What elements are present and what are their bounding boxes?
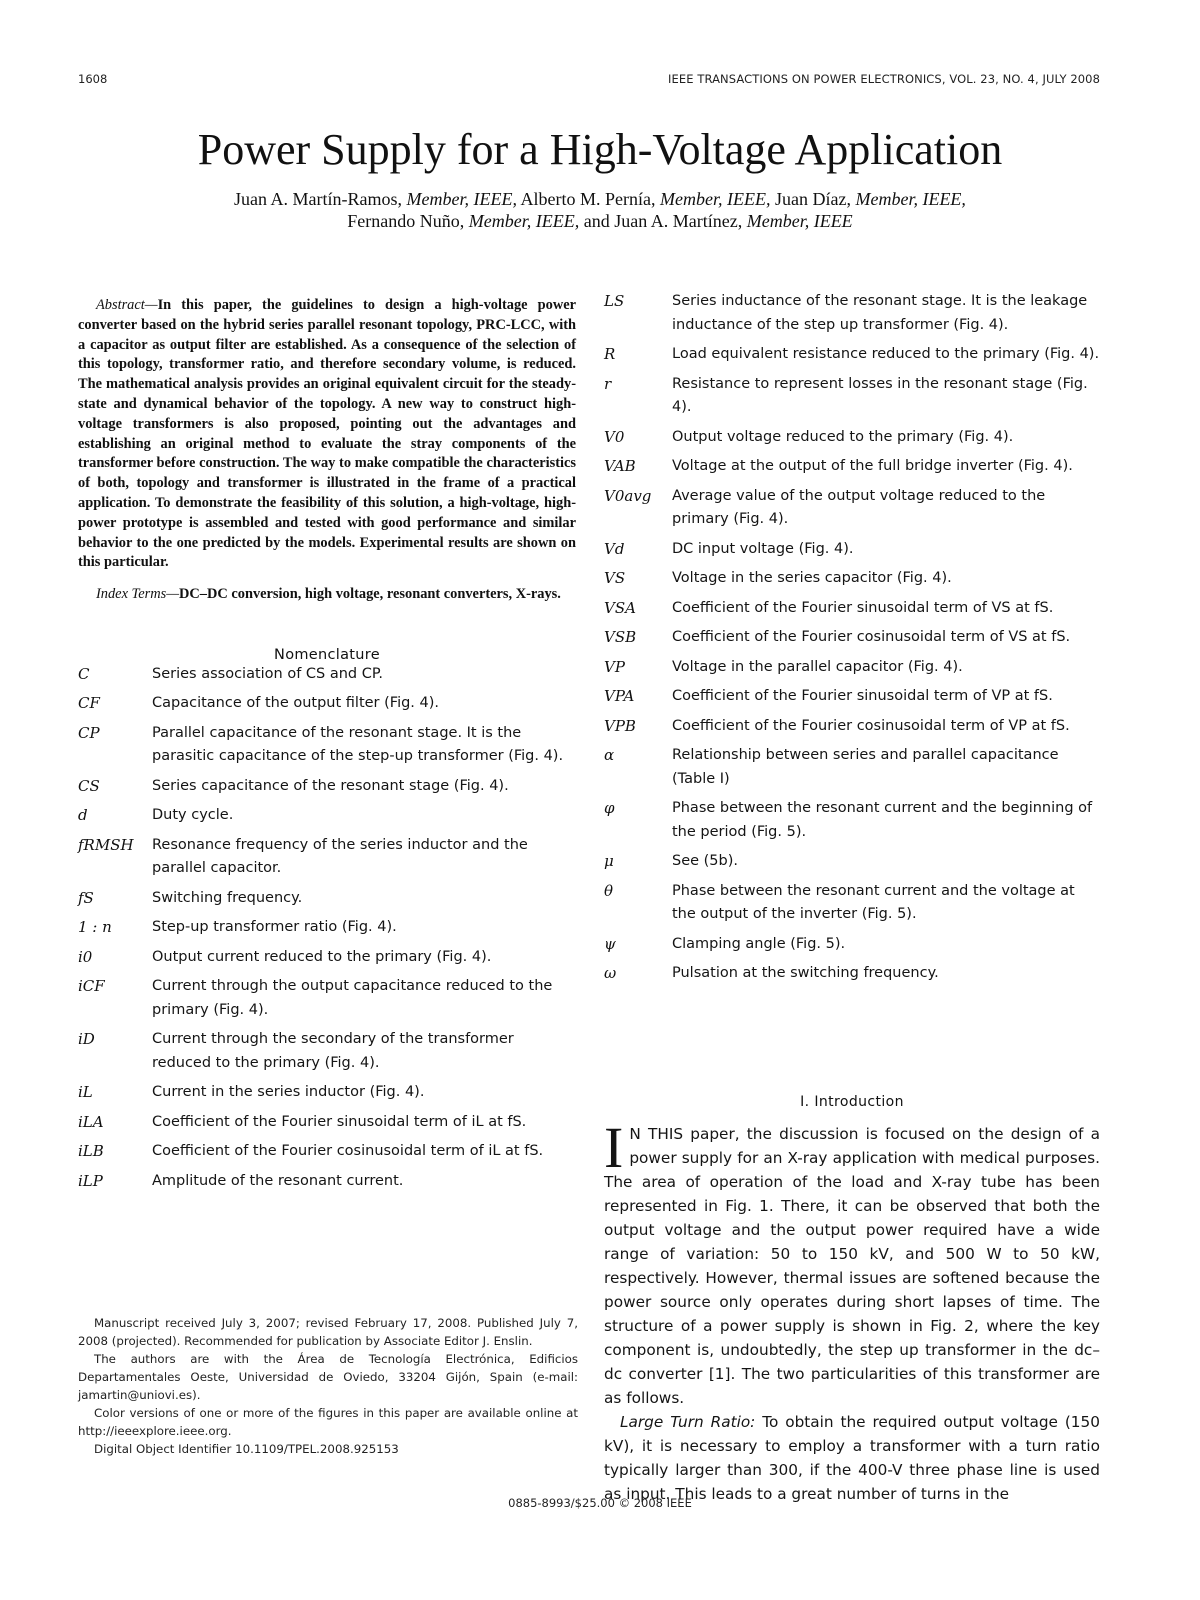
nomenclature-symbol: iLB	[78, 1142, 104, 1161]
author-line-1	[0, 188, 1200, 210]
nomenclature-description: Coefficient of the Fourier cosinusoidal term of VS at fS.	[672, 629, 1071, 645]
intro-paragraph-2-lead: Large Turn Ratio:	[620, 1413, 756, 1431]
author-membership: Member, IEEE	[746, 211, 853, 231]
nomenclature-symbol: R	[604, 345, 616, 363]
nomenclature-item	[78, 946, 576, 970]
author-membership: Member, IEEE,	[468, 211, 580, 231]
nomenclature-item	[604, 626, 1100, 650]
paper-title: Power Supply for a High-Voltage Application	[197, 125, 1003, 174]
nomenclature-symbol: d	[78, 806, 88, 825]
nomenclature-title: Nomenclature	[274, 646, 380, 663]
nomenclature-description: Clamping angle (Fig. 5).	[672, 935, 846, 952]
nomenclature-item	[78, 663, 576, 687]
nomenclature-symbol: CS	[78, 776, 100, 795]
page-number: 1608	[78, 72, 108, 86]
nomenclature-description: DC input voltage (Fig. 4).	[672, 540, 854, 557]
journal-header: IEEE TRANSACTIONS ON POWER ELECTRONICS, VOL. 23, NO. 4, JULY 2008	[668, 72, 1100, 86]
nomenclature-item	[604, 538, 1100, 562]
nomenclature-symbol: VAB	[604, 457, 636, 475]
intro-paragraph-1	[604, 1115, 1100, 1410]
nomenclature-symbol: ψ	[604, 934, 616, 953]
nomenclature-item	[604, 485, 1100, 532]
nomenclature-description: Coefficient of the Fourier sinusoidal term of iL at fS.	[152, 1113, 527, 1130]
right-column	[604, 290, 1100, 992]
nomenclature-description: Switching frequency.	[152, 889, 303, 906]
nomenclature-item	[604, 597, 1100, 621]
nomenclature-description: Load equivalent resistance reduced to the primary (Fig. 4).	[672, 346, 1100, 362]
nomenclature-description: Output voltage reduced to the primary (Fig. 4).	[672, 428, 1014, 445]
nomenclature-symbol: 1 : n	[78, 918, 112, 937]
nomenclature-description: Coefficient of the Fourier cosinusoidal term of iL at fS.	[152, 1143, 544, 1160]
nomenclature-description: Step-up transformer ratio (Fig. 4).	[152, 919, 397, 936]
nomenclature-item	[78, 722, 576, 769]
nomenclature-description: Phase between the resonant current and the beginning of the period (Fig. 5).	[672, 800, 1093, 840]
nomenclature-description: Coefficient of the Fourier cosinusoidal term of VP at fS.	[672, 717, 1070, 734]
nomenclature-description: Voltage in the series capacitor (Fig. 4).	[672, 570, 952, 586]
author-name: Juan A. Martín-Ramos,	[234, 189, 403, 209]
nomenclature-item	[604, 426, 1100, 450]
nomenclature-description: Coefficient of the Fourier sinusoidal term of VP at fS.	[672, 688, 1053, 704]
nomenclature-symbol: i0	[78, 947, 93, 966]
nomenclature-description: Series inductance of the resonant stage. It is the leakage inductance of the step up transformer (Fig. 4).	[672, 293, 1088, 333]
intro-paragraph-1-text: N THIS paper, the discussion is focused on the design of a power supply for an X-ray application with medical purposes. The area of operation of the load and X-ray tube has been represented in Fig. 1. There, it can be observed that both the output voltage and the output power required have a wide range of variation: 50 to 150 kV, and 500 W to 50 kW, respectively. However, thermal issues are softened because the power source only operates during short lapses of time. The structure of a power supply is shown in Fig. 2, where the key component is, undoubtedly, the step up transformer in the dc–dc converter [1]. The two particularities of this transformer are as follows.	[604, 1125, 1100, 1407]
author-name: and Juan A. Martínez,	[583, 211, 743, 231]
author-list	[0, 188, 1200, 232]
intro-paragraph-2-text: To obtain the required output voltage (150 kV), it is necessary to employ a transformer with a turn ratio typically larger than 300, if the 400-V three phase line is used as input. This leads to a great number of turns in the	[604, 1413, 1100, 1503]
nomenclature-symbol: iLP	[78, 1171, 103, 1190]
nomenclature-symbol: fRMSH	[78, 835, 134, 854]
nomenclature-symbol: iLA	[78, 1112, 104, 1131]
nomenclature-symbol: Vd	[604, 539, 625, 558]
dropcap: I	[604, 1115, 624, 1180]
nomenclature-description: Resonance frequency of the series inductor and the parallel capacitor.	[152, 836, 528, 877]
index-terms-text: DC–DC conversion, high voltage, resonant converters, X-rays.	[179, 586, 561, 603]
nomenclature-description: Output current reduced to the primary (Fig. 4).	[152, 948, 492, 965]
nomenclature-symbol: V0avg	[604, 486, 652, 505]
nomenclature-symbol: θ	[604, 881, 614, 900]
nomenclature-item	[78, 1028, 576, 1075]
left-column	[78, 296, 576, 1199]
nomenclature-symbol: iD	[78, 1030, 95, 1049]
nomenclature-item	[78, 916, 576, 940]
nomenclature-symbol: CF	[78, 694, 100, 713]
nomenclature-symbol: VPB	[604, 716, 636, 735]
nomenclature-item	[78, 1111, 576, 1135]
author-membership: Member, IEEE,	[855, 189, 966, 209]
nomenclature-item	[604, 715, 1100, 739]
nomenclature-right-list	[604, 290, 1100, 986]
nomenclature-item	[604, 933, 1100, 957]
author-line-2	[0, 210, 1200, 232]
footnote-doi: Digital Object Identifier 10.1109/TPEL.2008.925153	[94, 1442, 399, 1456]
nomenclature-symbol: VSB	[604, 628, 637, 646]
nomenclature-symbol: ω	[604, 964, 617, 982]
nomenclature-description: Current through the secondary of the transformer reduced to the primary (Fig. 4).	[152, 1031, 514, 1071]
nomenclature-symbol: V0	[604, 427, 625, 446]
nomenclature-item	[78, 1140, 576, 1164]
nomenclature-symbol: μ	[604, 852, 614, 870]
nomenclature-symbol: iL	[78, 1083, 93, 1102]
nomenclature-symbol: α	[604, 746, 615, 764]
nomenclature-item	[78, 834, 576, 881]
introduction-heading: I. Introduction	[800, 1094, 904, 1110]
index-terms-lead: Index Terms—	[96, 586, 180, 603]
intro-paragraph-2	[604, 1410, 1100, 1506]
nomenclature-description: Duty cycle.	[152, 807, 234, 824]
nomenclature-item	[78, 804, 576, 828]
nomenclature-description: Current in the series inductor (Fig. 4).	[152, 1084, 425, 1101]
nomenclature-symbol: VS	[604, 569, 626, 587]
author-name: Alberto M. Pernía,	[520, 189, 656, 209]
introduction-body	[604, 1115, 1100, 1506]
nomenclature-item	[78, 692, 576, 716]
nomenclature-symbol: fS	[78, 888, 94, 907]
footnote-manuscript: Manuscript received July 3, 2007; revised February 17, 2008. Published July 7, 2008 (projected). Recommended for publication by Associate Editor J. Enslin.	[78, 1316, 578, 1348]
nomenclature-item	[78, 887, 576, 911]
index-terms	[78, 585, 576, 605]
abstract-text: In this paper, the guidelines to design a high-voltage power converter based on the hybrid series parallel resonant topology, PRC-LCC, with a capacitor as output filter are established. As a consequence of the selection of this topology, transformer ratio, and therefore secondary volume, is reduced. The mathematical analysis provides an original equivalent circuit for the steady-state and dynamical behavior of the topology. A new way to construct high-voltage transformers is also proposed, pointing out the advantages and establishing an original method to evaluate the stray components of the transformer before construction. The way to make compatible the characteristics of both, topology and transformer is illustrated in the frame of a practical application. To demonstrate the feasibility of this solution, a high-voltage, high-power prototype is assembled and tested with good performance and similar behavior to the one predicted by the models. Experimental results are shown on this particular.	[78, 297, 576, 571]
nomenclature-item	[604, 880, 1100, 927]
nomenclature-item	[78, 975, 576, 1022]
nomenclature-symbol: CP	[78, 723, 100, 742]
author-membership: Member, IEEE,	[406, 189, 518, 209]
footnotes	[78, 1314, 578, 1458]
nomenclature-item	[604, 343, 1100, 367]
nomenclature-item	[604, 656, 1100, 680]
nomenclature-description: Voltage in the parallel capacitor (Fig. 4).	[672, 658, 963, 675]
nomenclature-item	[78, 1170, 576, 1194]
author-membership: Member, IEEE,	[660, 189, 771, 209]
nomenclature-description: Phase between the resonant current and the voltage at the output of the inverter (Fig. 5).	[672, 882, 1075, 922]
nomenclature-item	[78, 1081, 576, 1105]
nomenclature-description: Relationship between series and parallel capacitance (Table I)	[672, 747, 1059, 787]
nomenclature-symbol: LS	[604, 292, 625, 310]
copyright-footer: 0885-8993/$25.00 © 2008 IEEE	[508, 1496, 692, 1510]
nomenclature-description: Capacitance of the output filter (Fig. 4).	[152, 695, 440, 712]
nomenclature-symbol: C	[78, 664, 90, 683]
footnote-affiliation: The authors are with the Área de Tecnología Electrónica, Edificios Departamentales Oeste, Universidad de Oviedo, 33204 Gijón, Spain (e-mail: jamartin@uniovi.es).	[78, 1352, 578, 1402]
nomenclature-item	[604, 455, 1100, 479]
nomenclature-item	[604, 685, 1100, 709]
nomenclature-left-list	[78, 663, 576, 1194]
nomenclature-symbol: r	[604, 374, 612, 393]
nomenclature-description: Coefficient of the Fourier sinusoidal term of VS at fS.	[672, 599, 1054, 616]
nomenclature-description: See (5b).	[672, 853, 739, 869]
nomenclature-item	[604, 567, 1100, 591]
nomenclature-item	[604, 373, 1100, 420]
abstract-lead: Abstract—	[96, 297, 158, 313]
nomenclature-item	[604, 850, 1100, 874]
nomenclature-item	[604, 797, 1100, 844]
nomenclature-description: Voltage at the output of the full bridge inverter (Fig. 4).	[672, 458, 1073, 474]
nomenclature-item	[78, 775, 576, 799]
nomenclature-description: Series capacitance of the resonant stage (Fig. 4).	[152, 777, 509, 794]
nomenclature-description: Series association of CS and CP.	[152, 665, 383, 682]
nomenclature-symbol: iCF	[78, 977, 105, 996]
abstract	[78, 296, 576, 573]
nomenclature-item	[604, 290, 1100, 337]
nomenclature-item	[604, 744, 1100, 791]
nomenclature-description: Pulsation at the switching frequency.	[672, 965, 939, 981]
nomenclature-symbol: VP	[604, 657, 625, 676]
nomenclature-symbol: VPA	[604, 687, 635, 705]
author-name: Fernando Nuño,	[347, 211, 465, 231]
footnote-color: Color versions of one or more of the figures in this paper are available online at http://ieeexplore.ieee.org.	[78, 1406, 578, 1438]
nomenclature-description: Parallel capacitance of the resonant stage. It is the parasitic capacitance of the step-up transformer (Fig. 4).	[152, 724, 564, 765]
nomenclature-description: Average value of the output voltage reduced to the primary (Fig. 4).	[672, 487, 1046, 527]
nomenclature-symbol: φ	[604, 799, 615, 817]
nomenclature-description: Current through the output capacitance reduced to the primary (Fig. 4).	[152, 978, 553, 1018]
nomenclature-description: Resistance to represent losses in the resonant stage (Fig. 4).	[672, 375, 1088, 415]
nomenclature-item	[604, 962, 1100, 986]
nomenclature-symbol: VSA	[604, 598, 636, 617]
author-name: Juan Díaz,	[774, 189, 851, 209]
nomenclature-description: Amplitude of the resonant current.	[152, 1172, 404, 1189]
